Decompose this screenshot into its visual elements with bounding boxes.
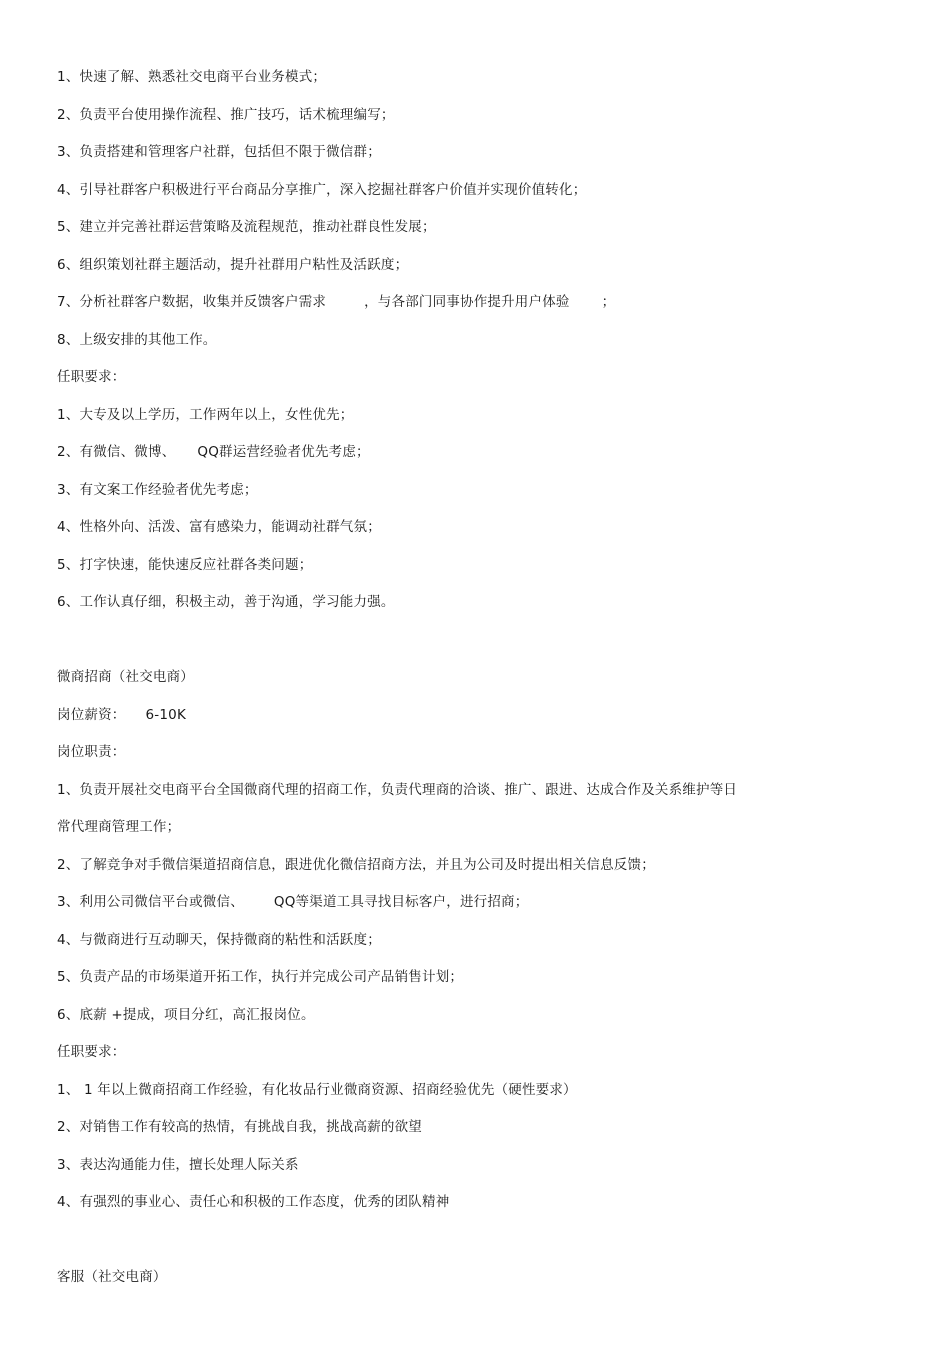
- salary-label: 岗位薪资：: [57, 707, 126, 723]
- requirement-text: QQ群运营经验者优先考虑；: [197, 444, 370, 460]
- salary-value: 6-10K: [145, 707, 186, 723]
- duty-item: 5、建立并完善社群运营策略及流程规范，推动社群良性发展；: [57, 219, 436, 235]
- duty-item: 4、与微商进行互动聊天，保持微商的粘性和活跃度；: [57, 932, 381, 948]
- section-heading: 任职要求：: [57, 369, 126, 385]
- duty-item: 2、了解竞争对手微信渠道招商信息，跟进优化微信招商方法，并且为公司及时提出相关信息反馈；: [57, 857, 655, 873]
- duty-item-continued: 常代理商管理工作；: [57, 819, 181, 835]
- requirement-item: 6、工作认真仔细，积极主动，善于沟通，学习能力强。: [57, 594, 395, 610]
- requirement-item: 1、 1 年以上微商招商工作经验，有化妆品行业微商资源、招商经验优先（硬性要求）: [57, 1082, 577, 1098]
- requirement-item: 4、性格外向、活泼、富有感染力，能调动社群气氛；: [57, 519, 381, 535]
- duty-item: 3、负责搭建和管理客户社群，包括但不限于微信群；: [57, 144, 381, 160]
- duty-text: 7、分析社群客户数据，收集并反馈客户需求: [57, 294, 327, 310]
- requirement-item: 4、有强烈的事业心、责任心和积极的工作态度，优秀的团队精神: [57, 1194, 450, 1210]
- section-heading: 岗位职责：: [57, 744, 126, 760]
- requirement-item: 3、有文案工作经验者优先考虑；: [57, 482, 258, 498]
- requirement-item: 3、表达沟通能力佳，擅长处理人际关系: [57, 1157, 299, 1173]
- duty-item: 2、负责平台使用操作流程、推广技巧，话术梳理编写；: [57, 107, 395, 123]
- duty-text: QQ等渠道工具寻找目标客户，进行招商；: [273, 894, 529, 910]
- duty-text: 3、利用公司微信平台或微信、: [57, 894, 244, 910]
- job-title: 微商招商（社交电商）: [57, 669, 194, 685]
- duty-item: 5、负责产品的市场渠道开拓工作，执行并完成公司产品销售计划；: [57, 969, 464, 985]
- duty-item: 6、底薪 +提成，项目分红，高汇报岗位。: [57, 1007, 315, 1023]
- duty-item: 1、快速了解、熟悉社交电商平台业务模式；: [57, 69, 327, 85]
- duty-item: 4、引导社群客户积极进行平台商品分享推广，深入挖掘社群客户价值并实现价值转化；: [57, 182, 587, 198]
- duty-text: ，与各部门同事协作提升用户体验: [364, 294, 570, 310]
- requirement-item: 5、打字快速，能快速反应社群各类问题；: [57, 557, 313, 573]
- salary-line: [57, 706, 186, 724]
- duty-item: 6、组织策划社群主题活动，提升社群用户粘性及活跃度；: [57, 257, 409, 273]
- requirement-item: [57, 443, 370, 461]
- duty-item: 8、上级安排的其他工作。: [57, 332, 217, 348]
- job-title: 客服（社交电商）: [57, 1269, 167, 1285]
- duty-item: [57, 893, 528, 911]
- duty-item: 1、负责开展社交电商平台全国微商代理的招商工作，负责代理商的洽谈、推广、跟进、达成合作及关系维护等日: [57, 782, 738, 798]
- requirement-item: 2、对销售工作有较高的热情，有挑战自我，挑战高薪的欲望: [57, 1119, 422, 1135]
- section-heading: 任职要求：: [57, 1044, 126, 1060]
- requirement-item: 1、大专及以上学历，工作两年以上，女性优先；: [57, 407, 354, 423]
- duty-text: ；: [601, 294, 616, 310]
- duty-item: [57, 293, 615, 311]
- requirement-text: 2、有微信、微博、: [57, 444, 176, 460]
